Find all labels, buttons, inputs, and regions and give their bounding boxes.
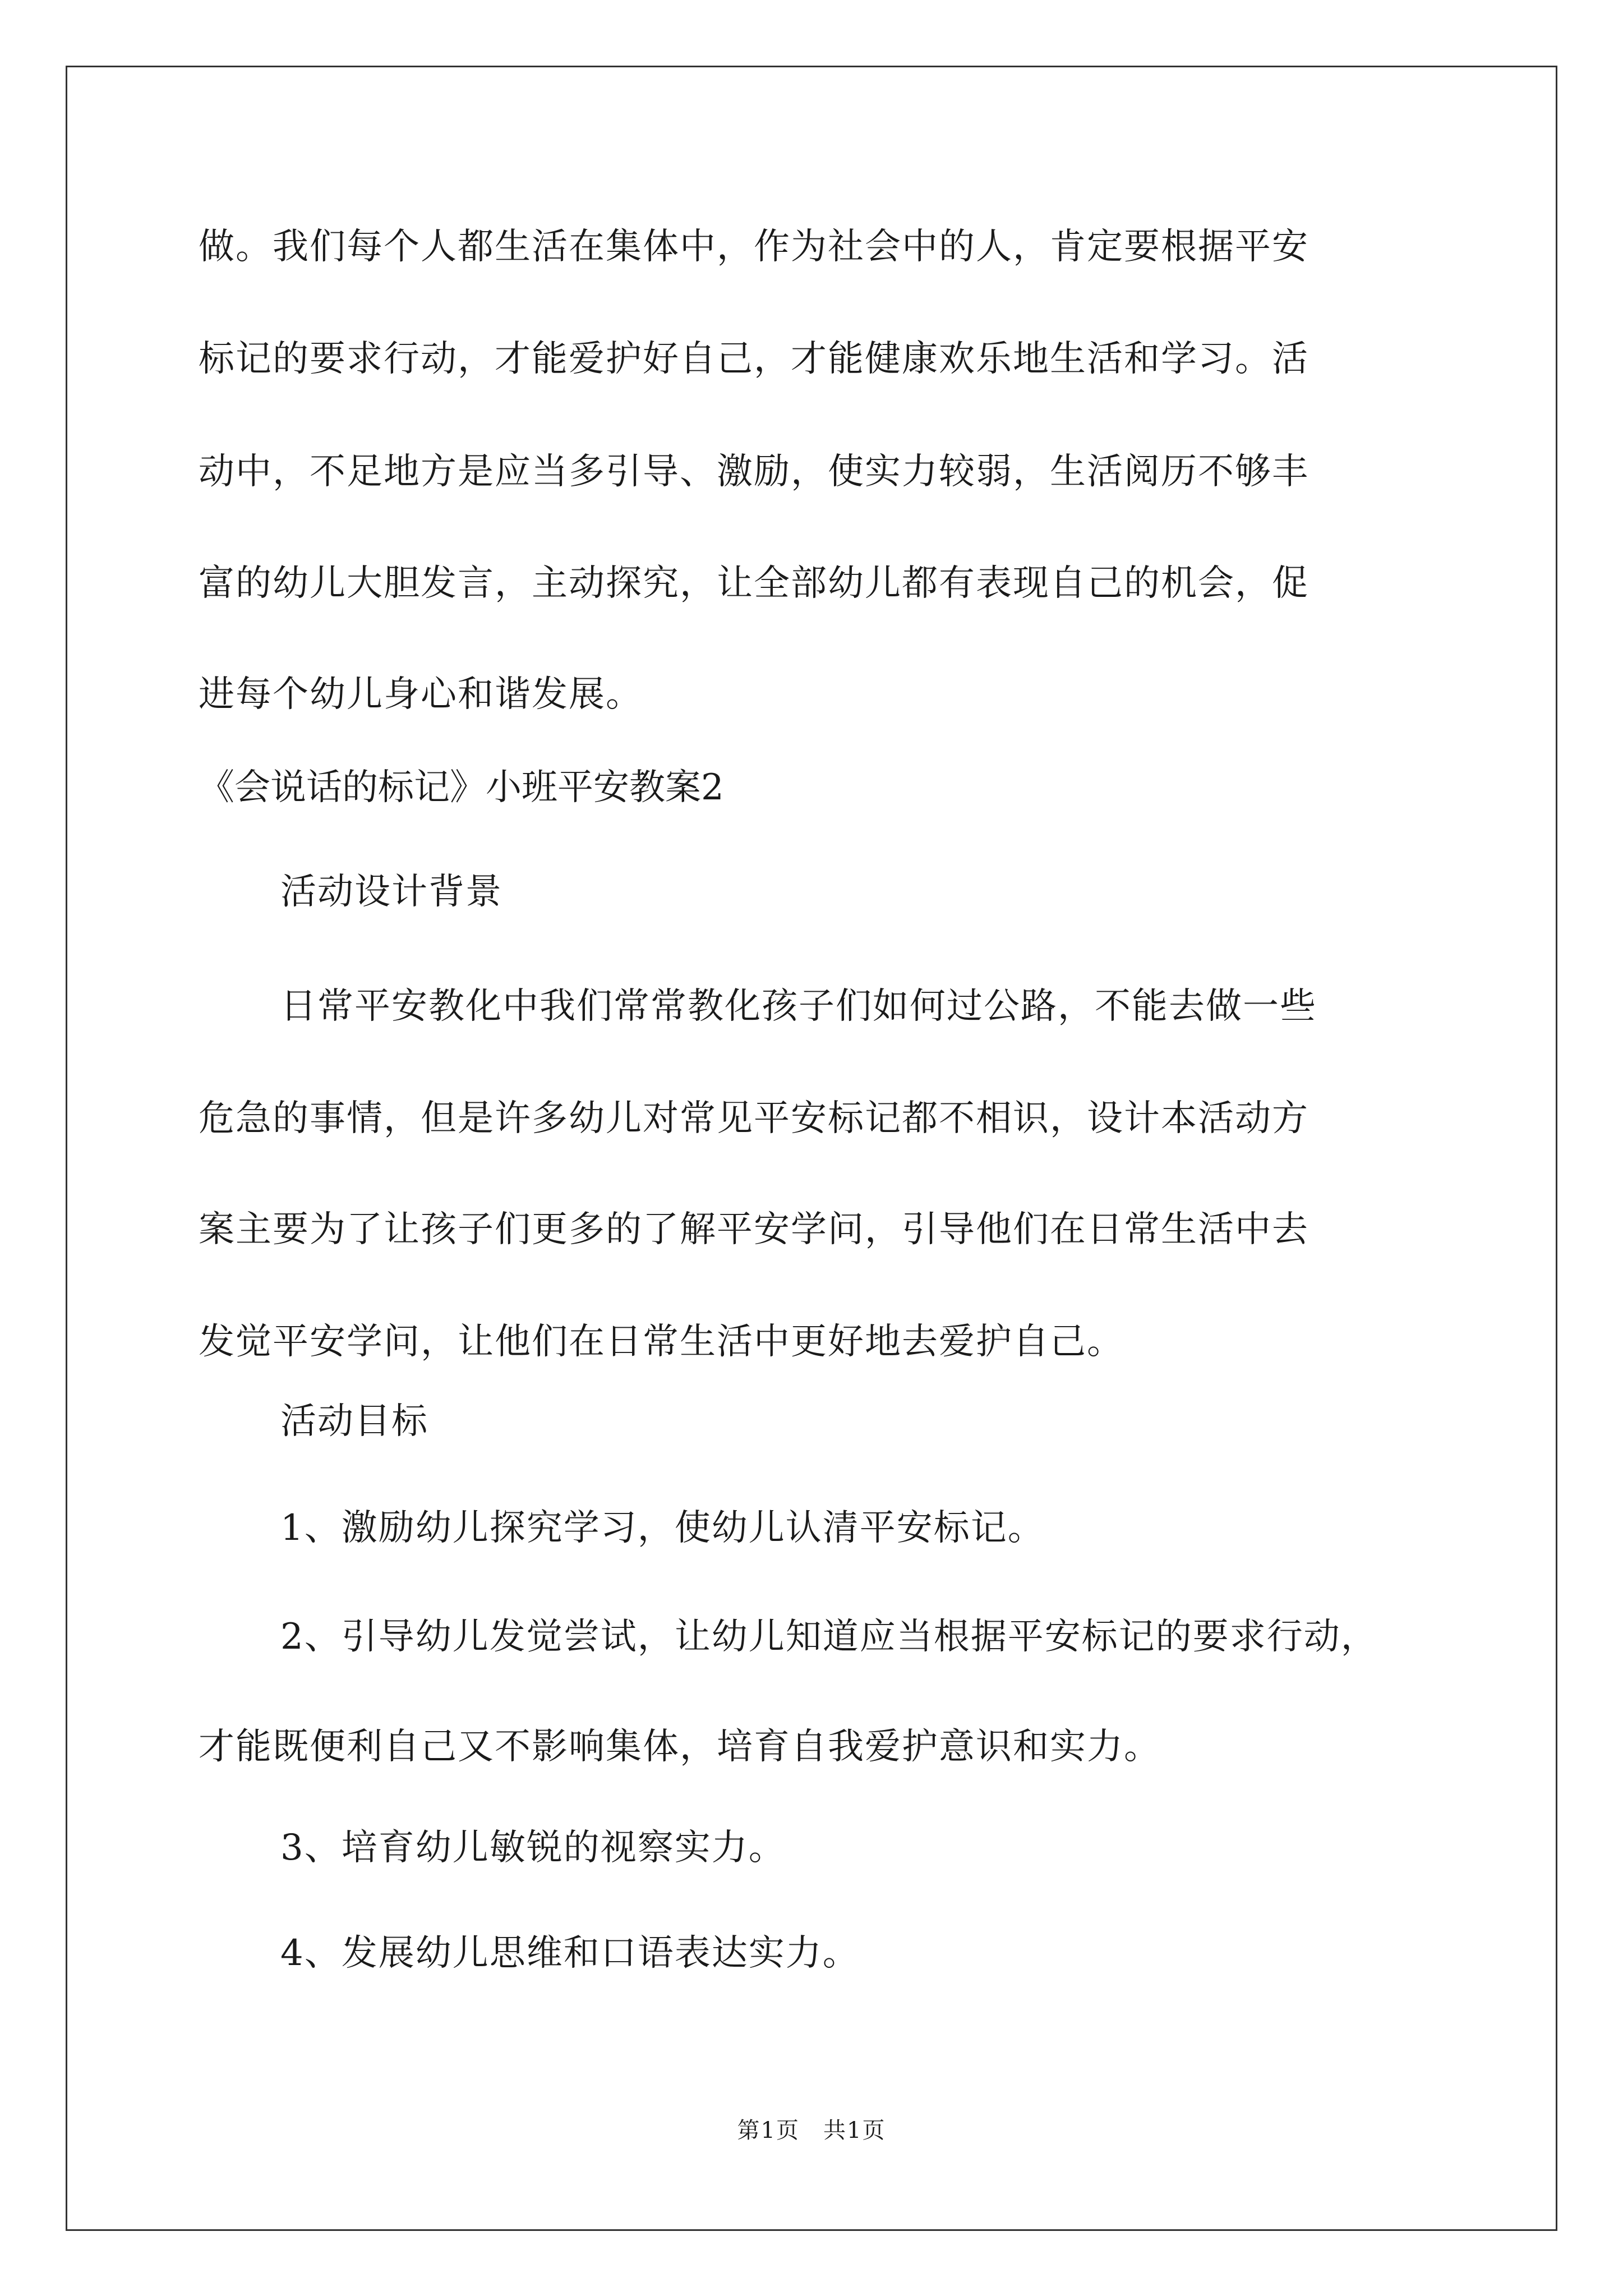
paragraph-line: 进每个幼儿身心和谐发展。 [199, 674, 643, 715]
goal-item: 4、发展幼儿思维和口语表达实力。 [280, 1932, 860, 1974]
page-border [66, 66, 1557, 2231]
goal-item: 1、激励幼儿探究学习，使幼儿认清平安标记。 [280, 1507, 1045, 1549]
paragraph-line: 案主要为了让孩子们更多的了解平安学问，引导他们在日常生活中去 [199, 1209, 1309, 1250]
paragraph-line: 做。我们每个人都生活在集体中，作为社会中的人，肯定要根据平安 [199, 226, 1309, 268]
background-heading: 活动设计背景 [280, 871, 502, 913]
paragraph-line: 动中，不足地方是应当多引导、激励，使实力较弱，生活阅历不够丰 [199, 451, 1309, 493]
goal-item-continuation: 才能既便利自己又不影响集体，培育自我爱护意识和实力。 [199, 1726, 1161, 1768]
page-number-footer: 第1页 共1页 [737, 2118, 886, 2143]
goal-item: 3、培育幼儿敏锐的视察实力。 [280, 1827, 786, 1869]
section-title: 《会说话的标记》小班平安教案2 [199, 767, 724, 808]
paragraph-line: 发觉平安学问，让他们在日常生活中更好地去爱护自己。 [199, 1321, 1124, 1363]
goals-heading: 活动目标 [280, 1401, 428, 1442]
goal-item: 2、引导幼儿发觉尝试，让幼儿知道应当根据平安标记的要求行动， [280, 1616, 1378, 1658]
paragraph-line: 标记的要求行动，才能爱护好自己，才能健康欢乐地生活和学习。活 [199, 338, 1309, 380]
paragraph-line: 富的幼儿大胆发言，主动探究，让全部幼儿都有表现自己的机会，促 [199, 563, 1309, 604]
paragraph-line: 日常平安教化中我们常常教化孩子们如何过公路，不能去做一些 [280, 986, 1317, 1027]
paragraph-line: 危急的事情，但是许多幼儿对常见平安标记都不相识，设计本活动方 [199, 1098, 1309, 1139]
